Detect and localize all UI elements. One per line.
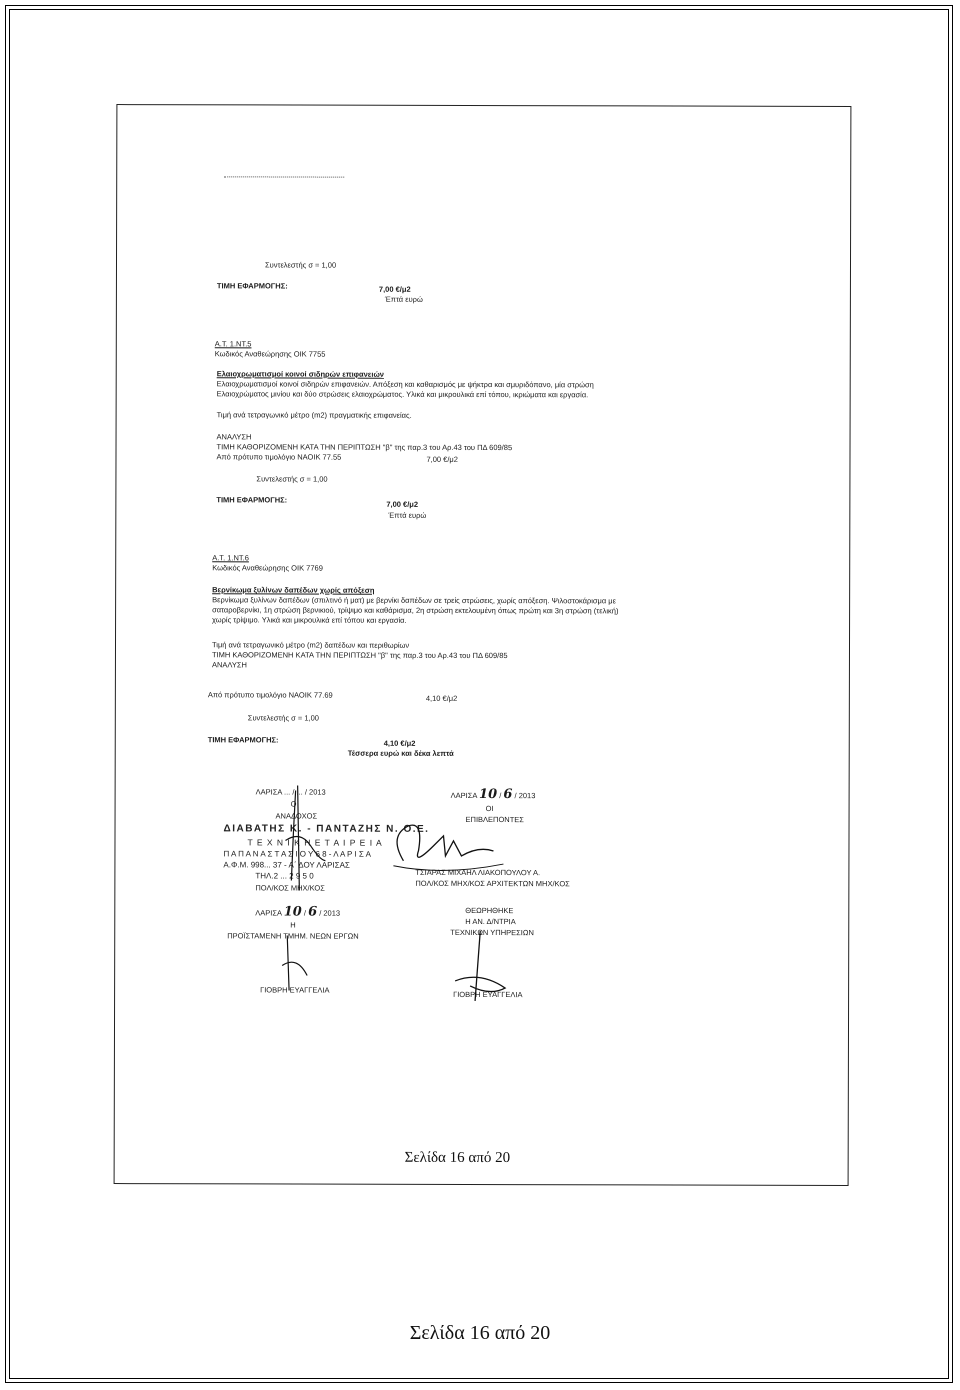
company-stamp-phone: ΤΗΛ.2 ... 2 9 5 0 [255, 871, 314, 881]
scanned-page-number: Σελίδα 16 από 20 [404, 1149, 511, 1167]
supervisors-titles: ΠΟΛ/ΚΟΣ ΜΗΧ/ΚΟΣ ΑΡΧΙΤΕΚΤΩΝ ΜΗΧ/ΚΟΣ [415, 878, 570, 889]
page-number: Σελίδα 16 από 20 [409, 1322, 551, 1344]
revision-code: Κωδικός Αναθεώρησης ΟΙΚ 7769 [212, 563, 323, 573]
price-rule: ΤΙΜΗ ΚΑΘΟΡΙΖΟΜΕΝΗ ΚΑΤΑ ΤΗΝ ΠΕΡΙΠΤΩΣΗ "β" της παρ.3 του Αρ.43 του ΠΔ 609/85 [211, 650, 508, 661]
base-value: 4,10 €/μ2 [425, 693, 458, 703]
item-description: χωρίς τρίψιμο. Υλικά και μικρουλικά επί τόπου και εργασία. [212, 615, 407, 625]
header-dotted-line [224, 176, 344, 177]
coefficient-text: Συντελεστής σ = 1,00 [247, 713, 319, 723]
supervisors-date: ΛΑΡΙΣΑ 10 / 6 / 2013 [450, 786, 536, 803]
approved-role: ΤΕΧΝΙΚΩΝ ΥΠΗΡΕΣΙΩΝ [450, 927, 534, 938]
base-value: 7,00 €/μ2 [426, 454, 458, 464]
price-label: ΤΙΜΗ ΕΦΑΡΜΟΓΗΣ: [207, 735, 279, 745]
base-price: Από πρότυπο τιμολόγιο ΝΑΟΙΚ 77.69 [207, 690, 333, 700]
analysis-heading: ΑΝΑΛΥΣΗ [211, 660, 247, 670]
contractor-signature [117, 105, 850, 107]
contractor-date: ΛΑΡΙΣΑ ... / ... / 2013 [255, 787, 326, 797]
coefficient-text: Συντελεστής σ = 1,00 [256, 474, 328, 484]
supervisor-signature [117, 105, 850, 107]
contractor-role: ΑΝΑΔΟΧΟΣ [275, 811, 318, 821]
revision-code: Κωδικός Αναθεώρησης ΟΙΚ 7755 [214, 349, 326, 359]
item-description: σαταροβερνίκι, 1η στρώση βερνικιού, τρίψιμο και καθάρισμα, 2η στρώση εκτελουμένη όπως πρώτη και 3η στρώση (τελική) [212, 605, 619, 616]
price-rule: ΤΙΜΗ ΚΑΘΟΡΙΖΟΜΕΝΗ ΚΑΤΑ ΤΗΝ ΠΕΡΙΠΤΩΣΗ "β" της παρ.3 του Αρ.43 του ΠΔ 609/85 [216, 442, 513, 453]
supervisors-names: ΤΣΙΑΡΑΣ ΜΙΧΑΗΛ ΛΙΑΚΟΠΟΥΛΟΥ Α. [415, 867, 541, 878]
unit-note: Τιμή ανά τετραγωνικό μέτρο (m2) δαπέδων και περιθωρίων [211, 640, 410, 650]
approved-signature [117, 105, 850, 107]
unit-note: Τιμή ανά τετραγωνικό μέτρο (m2) πραγματικής επιφανείας. [216, 410, 412, 420]
company-stamp-name: ΔΙΑΒΑΤΗΣ Κ. - ΠΑΝΤΑΖΗΣ Ν. Ο.Ε. [223, 823, 430, 835]
analysis-heading: ΑΝΑΛΥΣΗ [216, 432, 252, 442]
head-signature [117, 105, 850, 107]
approved-name: ΓΙΟΒΡΗ ΕΥΑΓΓΕΛΙΑ [453, 989, 523, 1000]
price-words: Έπτά ευρώ [388, 510, 427, 520]
price-words: Τέσσερα ευρώ και δέκα λεπτά [347, 748, 454, 758]
price-words: Έπτά ευρώ [384, 294, 423, 304]
company-stamp-vat: Α.Φ.Μ. 998... 37 - Α΄ ΔΟΥ ΛΑΡΙΣΑΣ [223, 860, 350, 870]
scanned-document [114, 104, 852, 1186]
approved-role: Η ΑΝ. Δ/ΝΤΡΙΑ [465, 916, 516, 927]
head-article: Η [290, 920, 296, 930]
contractor-article: Ο [290, 799, 297, 809]
base-price: Από πρότυπο τιμολόγιο ΝΑΟΙΚ 77.55 [216, 452, 342, 462]
item-code: Α.Τ. 1.ΝΤ.6 [212, 553, 249, 563]
item-code: Α.Τ. 1.ΝΤ.5 [214, 339, 252, 349]
price-value: 4,10 €/μ2 [383, 738, 416, 748]
company-stamp-address: Π Α Π Α Ν Α Σ Τ Α Σ Ι Ο Υ 6 8 - Λ Α Ρ Ι Σ Α [223, 849, 371, 859]
item-description: Ελαιοχρώματος μινίου και δύο στρώσεις ελαιοχρώματος. Υλικά και μικρουλικά επί τόπου, ικριώματα και εργασία. [216, 389, 589, 400]
price-label: ΤΙΜΗ ΕΦΑΡΜΟΓΗΣ: [216, 281, 288, 291]
head-date: ΛΑΡΙΣΑ 10 / 6 / 2013 [255, 904, 341, 920]
approved-label: ΘΕΩΡΗΘΗΚΕ [465, 905, 514, 916]
supervisors-article: ΟΙ [485, 804, 494, 814]
head-role: ΠΡΟΪΣΤΑΜΕΝΗ ΤΜΗΜ. ΝΕΩΝ ΕΡΓΩΝ [227, 931, 359, 941]
coefficient-text: Συντελεστής σ = 1,00 [264, 260, 337, 270]
item-title: Ελαιοχρωματισμοί κοινοί σιδηρών επιφανειών [216, 369, 384, 379]
item-description: Βερνίκωμα ξυλίνων δαπέδων (σπιλτινό ή ματ) με βερνίκι δαπέδων σε τρείς στρώσεις, χωρίς απόξεση. Ψιλοστοκάρισμα με [212, 595, 616, 606]
company-stamp-type: Τ Ε Χ Ν Ι Κ Η Ε Τ Α Ι Ρ Ε Ι Α [247, 837, 383, 848]
price-value: 7,00 €/μ2 [378, 284, 411, 294]
head-name: ΓΙΟΒΡΗ ΕΥΑΓΓΕΛΙΑ [260, 985, 330, 995]
price-value: 7,00 €/μ2 [386, 499, 419, 509]
supervisors-role: ΕΠΙΒΛΕΠΟΝΤΕΣ [465, 814, 524, 825]
price-label: ΤΙΜΗ ΕΦΑΡΜΟΓΗΣ: [216, 495, 288, 505]
item-description: Ελαιοχρωματισμοί κοινοί σιδηρών επιφανειών. Απόξεση και καθαρισμός με ψήκτρα και σμυριδόπανο, μία στρώση [216, 379, 594, 390]
item-title: Βερνίκωμα ξυλίνων δαπέδων χωρίς απόξεση [212, 585, 375, 595]
contractor-title: ΠΟΛ/ΚΟΣ ΜΗΧ/ΚΟΣ [255, 883, 325, 893]
